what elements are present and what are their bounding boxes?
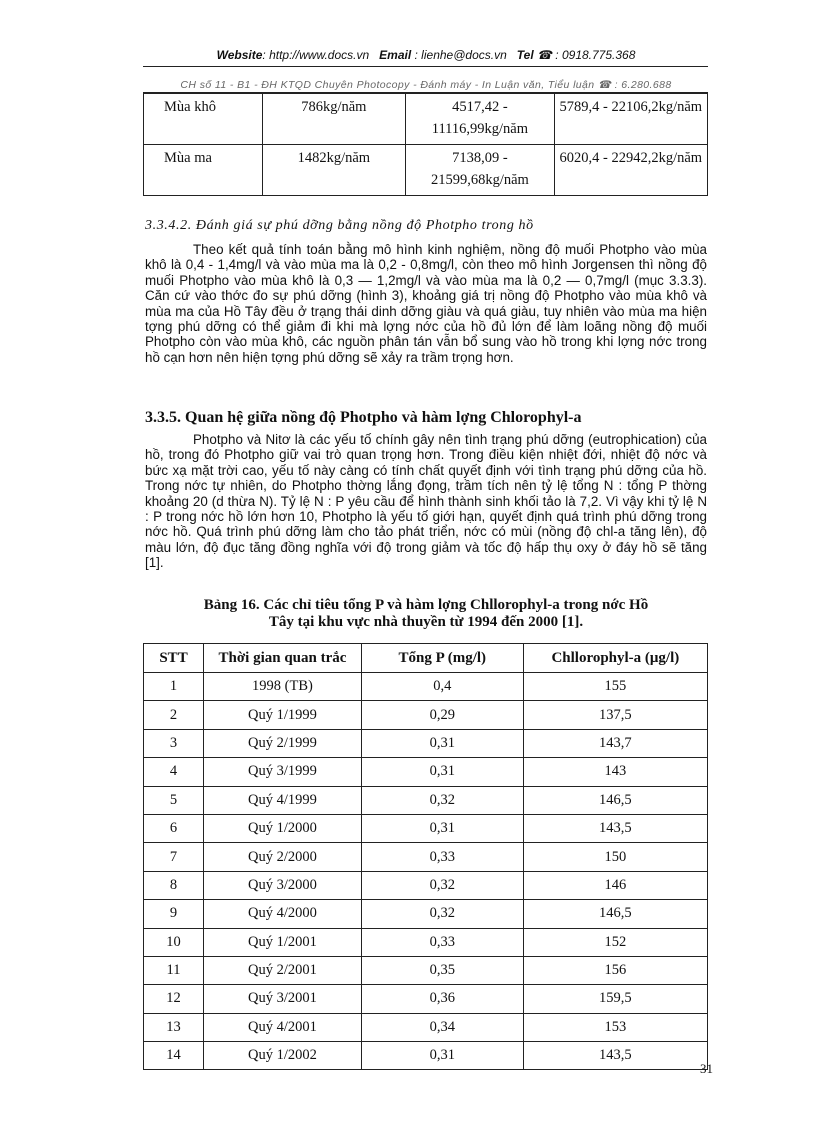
- chlorophyll-cell: 137,5: [523, 701, 707, 729]
- time-cell: Quý 2/2001: [204, 956, 362, 984]
- chlorophyll-cell: 152: [523, 928, 707, 956]
- chlorophyll-cell: 153: [523, 1013, 707, 1041]
- total-p-cell: 0,33: [361, 928, 523, 956]
- chlorophyll-cell: 143,5: [523, 814, 707, 842]
- chlorophyll-cell: 156: [523, 956, 707, 984]
- stt-cell: 6: [144, 814, 204, 842]
- stt-cell: 10: [144, 928, 204, 956]
- total-p-cell: 0,32: [361, 786, 523, 814]
- time-cell: Quý 3/2001: [204, 985, 362, 1013]
- model-range-cell: 6020,4 - 22942,2kg/năm: [554, 145, 707, 196]
- chlorophyll-cell: 143: [523, 758, 707, 786]
- email-label: Email: [379, 48, 412, 62]
- table-row: [144, 1013, 708, 1041]
- model-range-cell: 4517,42 - 11116,99kg/năm: [406, 94, 554, 145]
- stt-cell: 13: [144, 1013, 204, 1041]
- total-p-cell: 0,32: [361, 871, 523, 899]
- table-row: [144, 843, 708, 871]
- season-load-table: [143, 93, 708, 196]
- table-row: [144, 814, 708, 842]
- page-number: 31: [700, 1061, 713, 1076]
- stt-cell: 11: [144, 956, 204, 984]
- time-cell: Quý 4/2001: [204, 1013, 362, 1041]
- chlorophyll-cell: 146: [523, 871, 707, 899]
- time-cell: Quý 1/2002: [204, 1042, 362, 1070]
- chlorophyll-cell: 146,5: [523, 900, 707, 928]
- header-chlorophyll: Chllorophyl-a (μg/l): [523, 644, 707, 673]
- total-p-cell: 0,32: [361, 900, 523, 928]
- stt-cell: 7: [144, 843, 204, 871]
- tel-number: ☎ : 0918.775.368: [537, 48, 636, 62]
- table-row: [144, 673, 708, 701]
- time-cell: Quý 3/2000: [204, 871, 362, 899]
- chlorophyll-cell: 143,7: [523, 729, 707, 757]
- total-p-cell: 0,33: [361, 843, 523, 871]
- total-p-cell: 0,31: [361, 1042, 523, 1070]
- stt-cell: 1: [144, 673, 204, 701]
- chlorophyll-cell: 150: [523, 843, 707, 871]
- stt-cell: 9: [144, 900, 204, 928]
- time-cell: Quý 1/2001: [204, 928, 362, 956]
- time-cell: Quý 2/1999: [204, 729, 362, 757]
- header-total-p: Tổng P (mg/l): [361, 644, 523, 673]
- table-row: [144, 928, 708, 956]
- total-p-cell: 0,31: [361, 814, 523, 842]
- tel-label: Tel: [516, 48, 534, 62]
- chlorophyll-cell: 146,5: [523, 786, 707, 814]
- time-cell: Quý 2/2000: [204, 843, 362, 871]
- total-p-cell: 0,31: [361, 729, 523, 757]
- stt-cell: 8: [144, 871, 204, 899]
- table-row: [144, 1042, 708, 1070]
- table-row: [144, 900, 708, 928]
- header-stt: STT: [144, 644, 204, 673]
- table-row: [144, 786, 708, 814]
- time-cell: Quý 4/1999: [204, 786, 362, 814]
- website-url: : http://www.docs.vn: [262, 48, 370, 62]
- time-cell: Quý 1/1999: [204, 701, 362, 729]
- section-title: 3.3.5. Quan hệ giữa nồng độ Photpho và hàm lợng Chlorophyl-a: [145, 409, 582, 426]
- table-row: [144, 871, 708, 899]
- load-cell: 1482kg/năm: [262, 145, 406, 196]
- total-p-cell: 0,35: [361, 956, 523, 984]
- table-row: [144, 94, 708, 145]
- stt-cell: 4: [144, 758, 204, 786]
- table-caption-line: Tây tại khu vực nhà thuyền từ 1994 đến 2000 [1].: [268, 614, 584, 630]
- table-row: [144, 758, 708, 786]
- paragraph-phosphorus-chlorophyll: Photpho và Nitơ là các yếu tố chính gây nên tình trạng phú dỡng (eutrophication) của hồ, trong đó Photpho giữ vai trò quan trọng hơn. Trong điều kiện nhiệt đới, nhiệt độ nớc và bức xạ mặt trời cao, yếu tố này càng có tính chất quyết định với tình trạng phú dỡng của hồ. Trong nớc tự nhiên, do Photpho thờng lắng đọng, trầm tích nên tỷ lệ tổng N : tổng P thờng khoảng 20 (d thừa N). Tỷ lệ N : P yêu cầu để hình thành sinh khối tảo là 7,2. Vì vậy khi tỷ lệ N : P trong nớc hồ lớn hơn 10, Photpho là yếu tố giới hạn, quyết định quá trình phú dỡng trong nớc hồ. Quá trình phú dỡng làm cho tảo phát triển, nớc có mùi (nồng độ chl-a tăng lên), độ màu lớn, độ đục tăng đồng nghĩa với độ trong giảm và tốc độ hấp thụ oxy ở đáy hồ sẽ tăng [1].: [145, 432, 707, 571]
- model-range-cell: 7138,09 - 21599,68kg/năm: [406, 145, 554, 196]
- paragraph-phosphorus-assessment: Theo kết quả tính toán bằng mô hình kinh nghiệm, nồng độ muối Photpho vào mùa khô là 0,4 - 1,4mg/l và vào mùa ma là 0,2 - 0,8mg/l, còn theo mô hình Jorgensen thì nồng độ muối Photpho vào mùa khô là 0,3 — 1,2mg/l và vào mùa ma là 0,2 — 0,7mg/l (mục 3.3.3). Căn cứ vào thớc đo sự phú dỡng (hình 3), khoảng giá trị nồng độ Photpho vào mùa khô và mùa ma của Hồ Tây đều ở trạng thái dinh dỡng giàu và quá giàu, tuy nhiên vào mùa ma hiện tợng phú dỡng có thể giảm đi khi mà lợng nớc của hồ đủ lớn để làm loãng nồng độ muối Photpho còn vào mùa khô, các nguồn phân tán vẫn bổ sung vào hồ trong khi lợng nớc trong hồ cạn hơn nên hiện tợng phú dỡng sẽ xảy ra trầm trọng hơn.: [145, 242, 707, 365]
- phosphorus-chlorophyll-table: [143, 643, 708, 1070]
- subsection-title: 3.3.4.2. Đánh giá sự phú dỡng bằng nồng độ Photpho trong hồ: [145, 218, 534, 233]
- model-range-cell: 5789,4 - 22106,2kg/năm: [554, 94, 707, 145]
- season-cell: Mùa ma: [144, 145, 263, 196]
- table-caption-line: Bảng 16. Các chỉ tiêu tổng P và hàm lợng Chllorophyl-a trong nớc Hồ: [203, 597, 649, 613]
- table-row: [144, 985, 708, 1013]
- chlorophyll-cell: 155: [523, 673, 707, 701]
- table-caption: [145, 597, 707, 631]
- total-p-cell: 0,34: [361, 1013, 523, 1041]
- website-label: Website: [216, 48, 263, 62]
- total-p-cell: 0,31: [361, 758, 523, 786]
- stt-cell: 3: [144, 729, 204, 757]
- header-time: Thời gian quan trắc: [204, 644, 362, 673]
- total-p-cell: 0,4: [361, 673, 523, 701]
- table-row: [144, 701, 708, 729]
- stt-cell: 12: [144, 985, 204, 1013]
- time-cell: Quý 3/1999: [204, 758, 362, 786]
- total-p-cell: 0,36: [361, 985, 523, 1013]
- stt-cell: 5: [144, 786, 204, 814]
- season-cell: Mùa khô: [144, 94, 263, 145]
- header-address-line: CH số 11 - B1 - ĐH KTQD Chuyên Photocopy - Đánh máy - In Luận văn, Tiểu luận ☎ : 6.280.688: [180, 79, 672, 91]
- table-row: [144, 729, 708, 757]
- header-contact-line: [145, 48, 707, 62]
- time-cell: 1998 (TB): [204, 673, 362, 701]
- chlorophyll-cell: 143,5: [523, 1042, 707, 1070]
- header-divider: [143, 66, 708, 67]
- email-address: : lienhe@docs.vn: [414, 48, 507, 62]
- time-cell: Quý 1/2000: [204, 814, 362, 842]
- stt-cell: 2: [144, 701, 204, 729]
- table-header-row: [144, 644, 708, 673]
- table-row: [144, 145, 708, 196]
- total-p-cell: 0,29: [361, 701, 523, 729]
- load-cell: 786kg/năm: [262, 94, 406, 145]
- stt-cell: 14: [144, 1042, 204, 1070]
- table-row: [144, 956, 708, 984]
- time-cell: Quý 4/2000: [204, 900, 362, 928]
- chlorophyll-cell: 159,5: [523, 985, 707, 1013]
